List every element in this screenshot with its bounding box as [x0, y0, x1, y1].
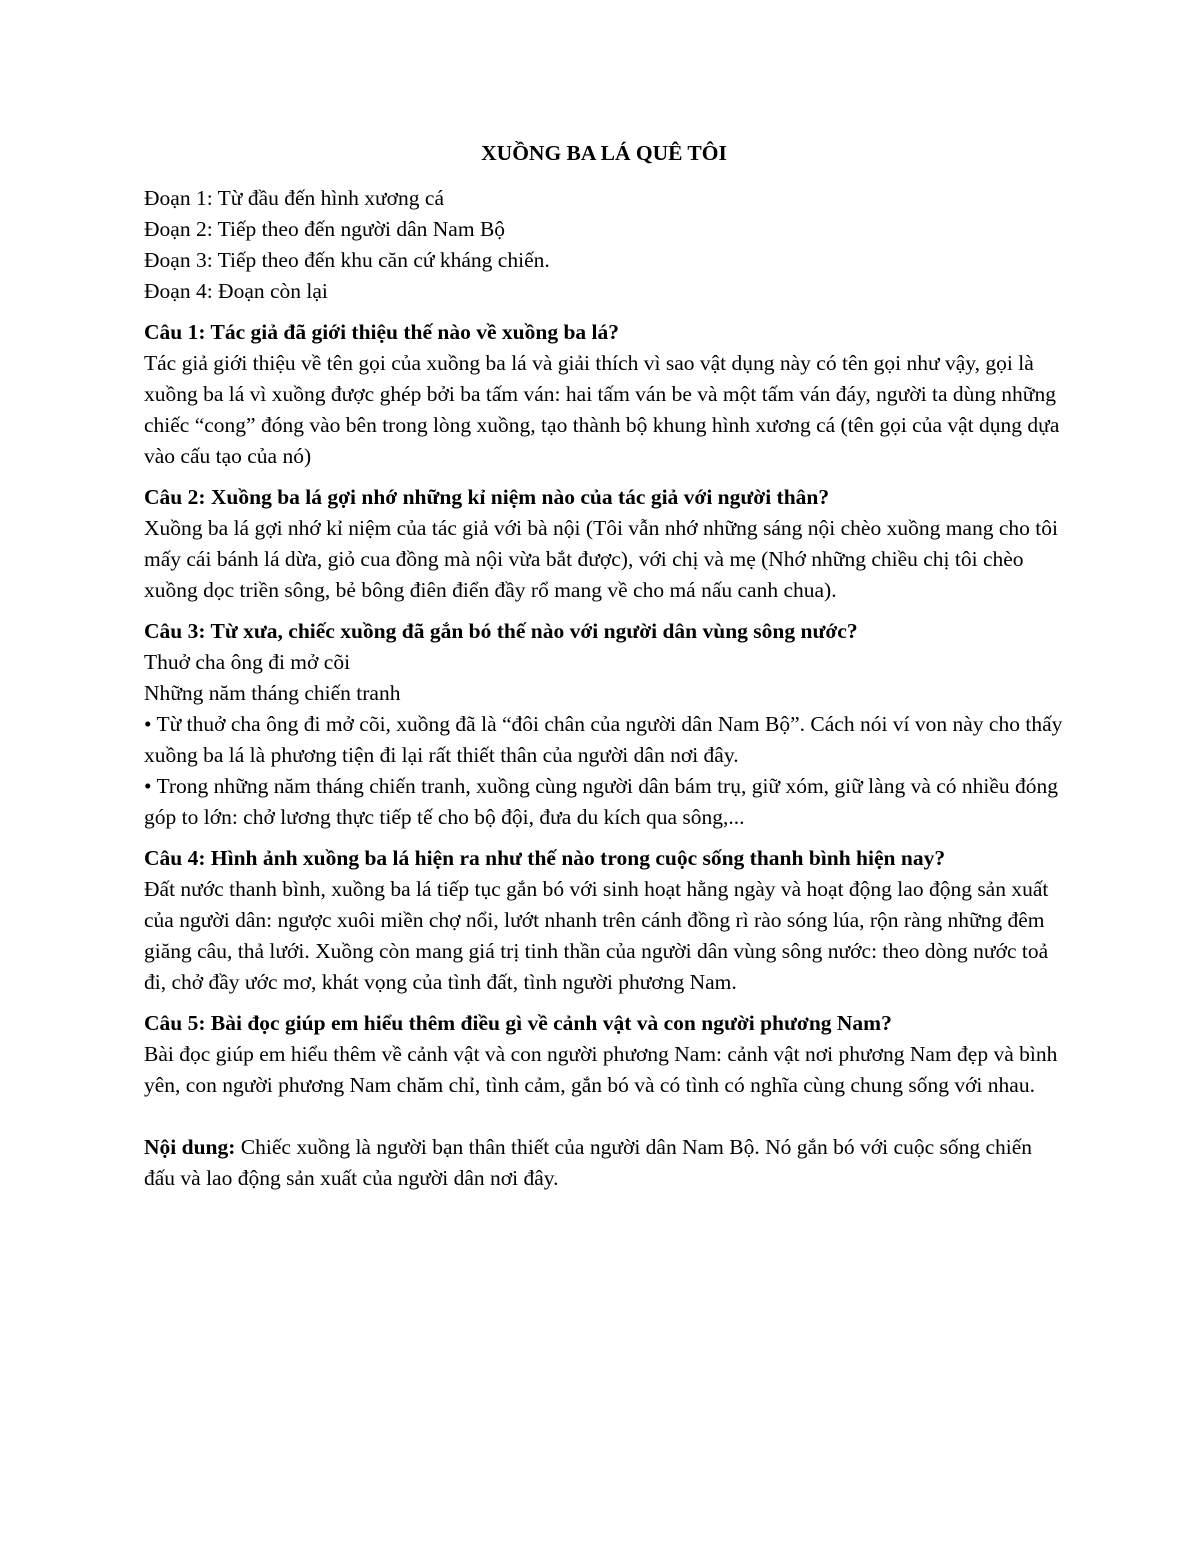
- question-block-5: [144, 1008, 1064, 1101]
- answer-text: Xuồng ba lá gợi nhớ kỉ niệm của tác giả với bà nội (Tôi vẫn nhớ những sáng nội chèo xuồng mang cho tôi mấy cái bánh lá dừa, giỏ cua đồng mà nội vừa bắt được), với chị và mẹ (Nhớ những chiều chị tôi chèo xuồng dọc triền sông, bẻ bông điên điển đầy rổ mang về cho má nấu canh chua).: [144, 516, 1058, 602]
- answer-text: Đất nước thanh bình, xuồng ba lá tiếp tục gắn bó với sinh hoạt hằng ngày và hoạt động lao động sản xuất của người dân: ngược xuôi miền chợ nổi, lướt nhanh trên cánh đồng rì rào sóng lúa, rộn ràng những đêm giăng câu, thả lưới. Xuồng còn mang giá trị tinh thần của người dân vùng sông nước: theo dòng nước toả đi, chở đầy ước mơ, khát vọng của tình đất, tình người phương Nam.: [144, 877, 1049, 994]
- answer-line: Thuở cha ông đi mở cõi: [144, 650, 351, 674]
- section-item: Đoạn 3: Tiếp theo đến khu căn cứ kháng chiến.: [144, 248, 550, 272]
- question-block-2: [144, 482, 1064, 606]
- question-heading: Câu 4: Hình ảnh xuồng ba lá hiện ra như thế nào trong cuộc sống thanh bình hiện nay?: [144, 846, 946, 870]
- question-block-3: [144, 616, 1064, 833]
- question-block-1: [144, 317, 1064, 472]
- section-item: Đoạn 2: Tiếp theo đến người dân Nam Bộ: [144, 217, 506, 241]
- question-heading: Câu 1: Tác giả đã giới thiệu thế nào về xuồng ba lá?: [144, 320, 620, 344]
- answer-bullet: • Từ thuở cha ông đi mở cõi, xuồng đã là “đôi chân của người dân Nam Bộ”. Cách nói ví von này cho thấy xuồng ba lá là phương tiện đi lại rất thiết thân của người dân nơi đây.: [144, 712, 1063, 767]
- section-item: Đoạn 1: Từ đầu đến hình xương cá: [144, 186, 444, 210]
- answer-line: Những năm tháng chiến tranh: [144, 681, 401, 705]
- document-body: [144, 138, 1064, 1194]
- question-block-4: [144, 843, 1064, 998]
- question-heading: Câu 3: Từ xưa, chiếc xuồng đã gắn bó thế nào với người dân vùng sông nước?: [144, 619, 858, 643]
- summary-label: Nội dung:: [144, 1135, 236, 1159]
- question-heading: Câu 2: Xuồng ba lá gợi nhớ những kỉ niệm nào của tác giả với người thân?: [144, 485, 830, 509]
- question-heading: Câu 5: Bài đọc giúp em hiểu thêm điều gì về cảnh vật và con người phương Nam?: [144, 1011, 892, 1035]
- summary-paragraph: [144, 1132, 1064, 1194]
- answer-bullet: • Trong những năm tháng chiến tranh, xuồng cùng người dân bám trụ, giữ xóm, giữ làng và có nhiều đóng góp to lớn: chở lương thực tiếp tế cho bộ đội, đưa du kích qua sông,...: [144, 774, 1059, 829]
- answer-text: Bài đọc giúp em hiểu thêm về cảnh vật và con người phương Nam: cảnh vật nơi phương Nam đẹp và bình yên, con người phương Nam chăm chỉ, tình cảm, gắn bó và có tình có nghĩa cùng chung sống với nhau.: [144, 1042, 1058, 1097]
- section-item: Đoạn 4: Đoạn còn lại: [144, 279, 328, 303]
- document-title: XUỒNG BA LÁ QUÊ TÔI: [481, 141, 727, 165]
- answer-text: Tác giả giới thiệu về tên gọi của xuồng ba lá và giải thích vì sao vật dụng này có tên gọi như vậy, gọi là xuồng ba lá vì xuồng được ghép bởi ba tấm ván: hai tấm ván be và một tấm ván đáy, người ta dùng những chiếc “cong” đóng vào bên trong lòng xuồng, tạo thành bộ khung hình xương cá (tên gọi của vật dụng dựa vào cấu tạo của nó): [144, 351, 1060, 468]
- summary-text: Chiếc xuồng là người bạn thân thiết của người dân Nam Bộ. Nó gắn bó với cuộc sống chiến đấu và lao động sản xuất của người dân nơi đây.: [144, 1135, 1033, 1190]
- section-list: [144, 183, 1064, 307]
